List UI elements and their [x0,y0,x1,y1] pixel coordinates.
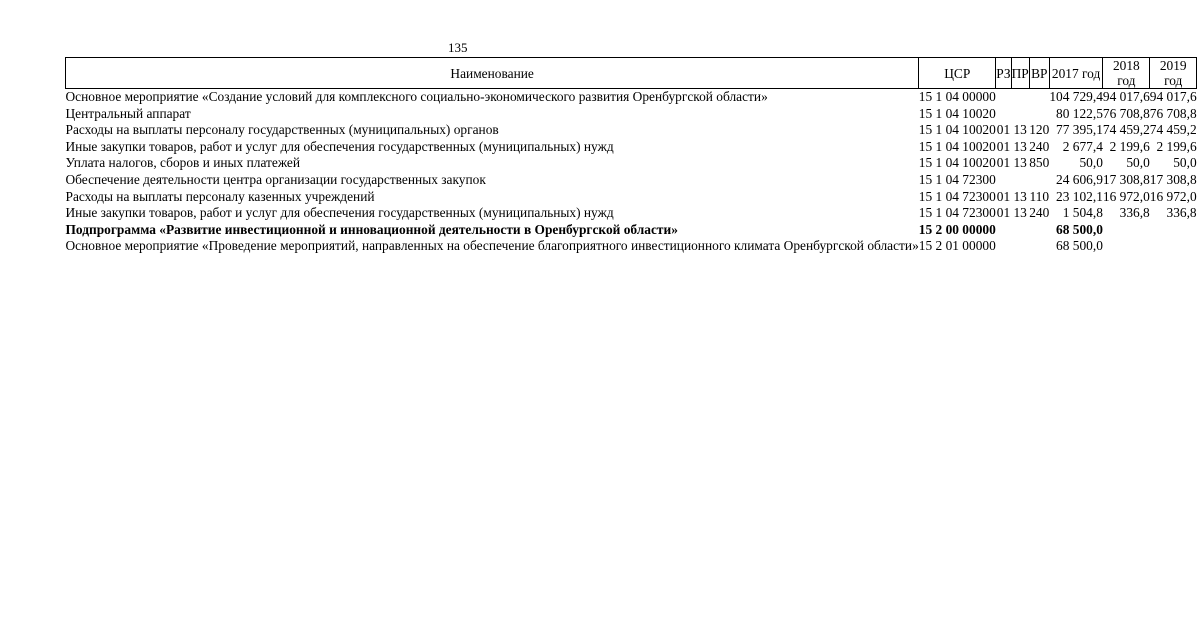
cell-2018: 76 708,8 [1102,105,1150,121]
cell-vr [1029,89,1049,106]
header-rz: РЗ [996,58,1011,89]
header-2019: 2019 год [1150,58,1197,89]
cell-csr: 15 1 04 72300 [918,171,996,187]
cell-pr: 13 [1013,155,1027,171]
cell-name: Иные закупки товаров, работ и услуг для обеспечения государственных (муниципальных) нужд [65,205,614,221]
cell-name: Расходы на выплаты персоналу казенных учреждений [65,188,375,204]
cell-name: Иные закупки товаров, работ и услуг для обеспечения государственных (муниципальных) нужд [65,138,614,154]
cell-2017: 68 500,0 [1056,221,1103,237]
cell-2019 [1150,238,1197,255]
cell-2019: 74 459,2 [1149,122,1197,138]
cell-pr: 13 [1013,122,1027,138]
cell-2018: 2 199,6 [1109,138,1150,154]
table-row [66,238,1197,255]
cell-rz: 01 [996,205,1011,221]
cell-name: Расходы на выплаты персоналу государственных (муниципальных) органов [65,122,499,138]
table-row [66,222,1197,239]
cell-2019: 16 972,0 [1149,188,1197,204]
table-row [66,139,1197,156]
cell-2019: 50,0 [1173,155,1197,171]
cell-pr [1011,238,1029,255]
table-row [66,189,1197,206]
cell-2017: 80 122,5 [1056,105,1103,121]
table-row [66,205,1197,222]
cell-csr: 15 1 04 10020 [918,138,996,154]
cell-rz [996,222,1011,239]
cell-vr [1029,238,1049,255]
header-2018: 2018 год [1103,58,1150,89]
cell-pr [1011,222,1029,239]
cell-name: Центральный аппарат [65,105,191,121]
cell-name: Основное мероприятие «Проведение мероприятий, направленных на обеспечение благоприятного инвестиционного климата Оренбургской области» [65,238,919,254]
cell-vr: 850 [1029,155,1050,171]
table-header [66,58,1197,89]
cell-csr: 15 2 00 00000 [918,221,996,237]
cell-csr: 15 1 04 00000 [918,89,996,104]
cell-rz: 01 [996,155,1011,171]
page-number: 135 [448,40,468,55]
cell-2019: 336,8 [1166,205,1197,221]
cell-2017: 24 606,9 [1056,171,1103,187]
header-csr: ЦСР [919,58,996,89]
cell-rz [996,106,1011,123]
cell-2018: 94 017,6 [1102,89,1150,104]
cell-pr: 13 [1013,188,1027,204]
cell-vr: 240 [1029,138,1050,154]
cell-pr: 13 [1013,138,1027,154]
cell-name: Уплата налогов, сборов и иных платежей [65,155,301,171]
cell-pr [1011,106,1029,123]
cell-vr [1029,172,1049,189]
cell-2019: 17 308,8 [1149,171,1197,187]
cell-2017: 68 500,0 [1056,238,1103,254]
header-2017: 2017 год [1049,58,1103,89]
table-row [66,106,1197,123]
table-row [66,172,1197,189]
table-row [66,89,1197,106]
budget-table [65,57,1197,255]
cell-2017: 2 677,4 [1062,138,1103,154]
cell-name: Основное мероприятие «Создание условий для комплексного социально-экономического развития Оренбургской области» [65,89,768,104]
cell-rz: 01 [996,122,1011,138]
cell-2018: 17 308,8 [1102,171,1150,187]
cell-csr: 15 1 04 10020 [918,105,996,121]
cell-vr: 110 [1029,188,1050,204]
header-vr: ВР [1029,58,1049,89]
cell-rz: 01 [996,138,1011,154]
cell-2019: 2 199,6 [1156,138,1197,154]
cell-pr [1011,89,1029,106]
cell-rz: 01 [996,188,1011,204]
cell-rz [996,238,1011,255]
table-row [66,155,1197,172]
cell-csr: 15 1 04 10020 [918,155,996,171]
cell-pr [1011,172,1029,189]
table-body [66,89,1197,255]
header-pr: ПР [1011,58,1029,89]
cell-csr: 15 1 04 10020 [918,122,996,138]
table-row [66,122,1197,139]
cell-vr [1029,106,1049,123]
cell-2018: 336,8 [1119,205,1150,221]
cell-2017: 23 102,1 [1056,188,1103,204]
cell-2018 [1103,222,1150,239]
cell-pr: 13 [1013,205,1027,221]
cell-2018: 74 459,2 [1102,122,1150,138]
cell-2019 [1150,222,1197,239]
cell-2018: 16 972,0 [1102,188,1150,204]
cell-csr: 15 1 04 72300 [918,205,996,221]
cell-2017: 104 729,4 [1049,89,1103,104]
cell-2017: 50,0 [1079,155,1103,171]
cell-csr: 15 2 01 00000 [918,238,996,254]
cell-vr: 240 [1029,205,1050,221]
header-name: Наименование [66,58,919,89]
cell-2017: 77 395,1 [1056,122,1103,138]
cell-2019: 76 708,8 [1149,105,1197,121]
cell-vr: 120 [1029,122,1050,138]
cell-2017: 1 504,8 [1062,205,1103,221]
cell-2018 [1103,238,1150,255]
cell-rz [996,172,1011,189]
cell-name: Подпрограмма «Развитие инвестиционной и инновационной деятельности в Оренбургской области» [65,221,678,237]
cell-rz [996,89,1011,106]
cell-vr [1029,222,1049,239]
cell-name: Обеспечение деятельности центра организации государственных закупок [65,171,486,187]
cell-csr: 15 1 04 72300 [918,188,996,204]
cell-2018: 50,0 [1126,155,1150,171]
cell-2019: 94 017,6 [1149,89,1197,104]
